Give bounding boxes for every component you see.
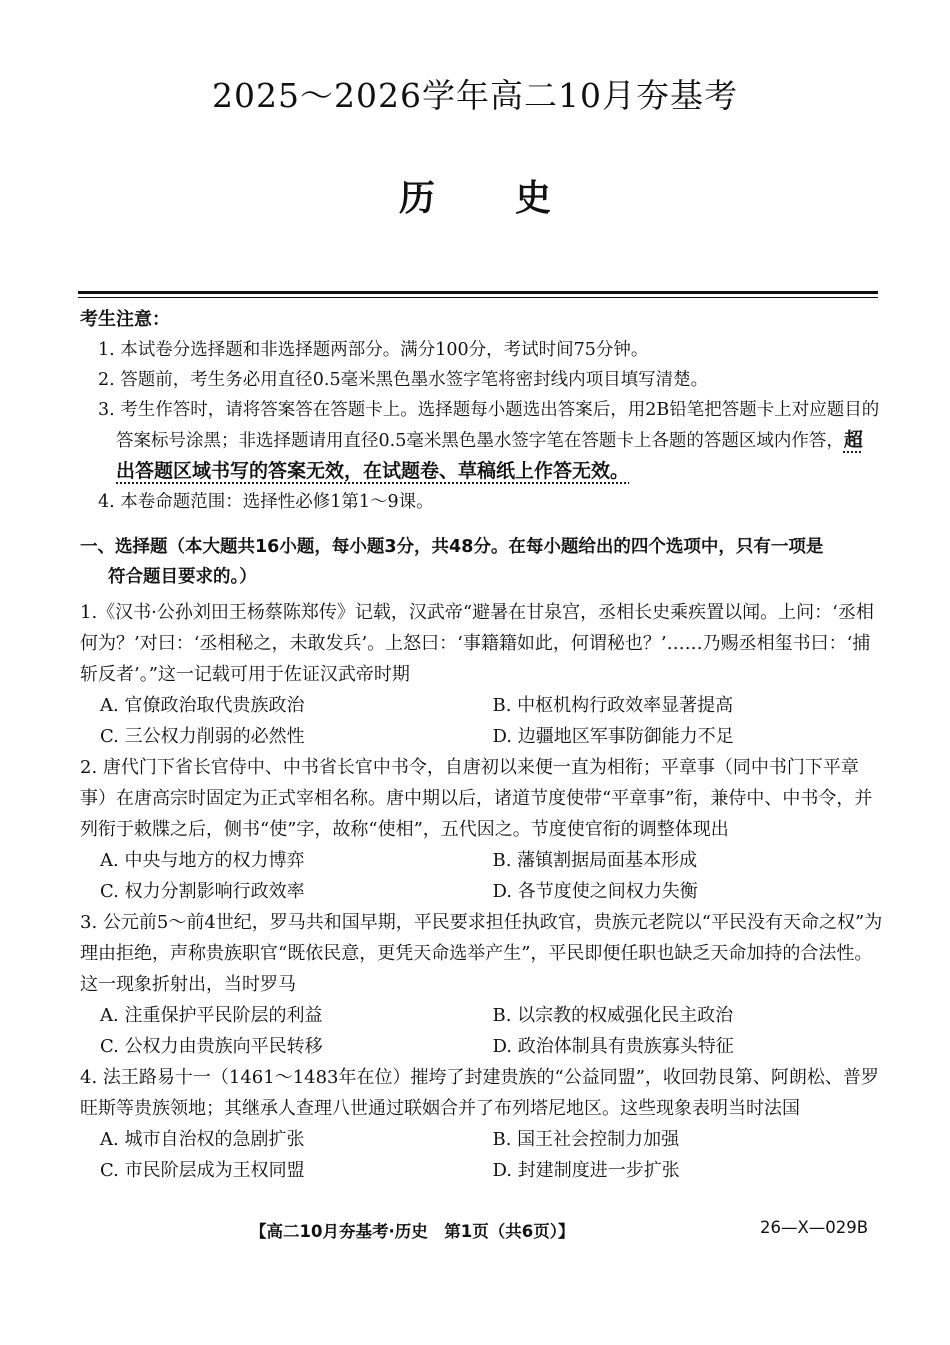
footer-page-info: 【高二10月夯基考·历史 第1页（共6页）】 bbox=[250, 1222, 575, 1241]
question-3 bbox=[80, 907, 885, 1062]
subject-title bbox=[0, 170, 950, 221]
option-b: B. 中枢机构行政效率显著提高 bbox=[492, 695, 734, 716]
option-c: C. 公权力由贵族向平民转移 bbox=[100, 1036, 323, 1057]
option-d: D. 各节度使之间权力失衡 bbox=[492, 881, 698, 902]
notice-item-3-text: 3. 考生作答时，请将答案答在答题卡上。选择题每小题选出答案后，用2B铅笔把答题卡上对应题目的答案标号涂黑；非选择题请用直径0.5毫米黑色墨水签字笔在答题卡上各题的答题区域内作答， bbox=[98, 400, 880, 451]
option-b: B. 藩镇割据局面基本形成 bbox=[492, 850, 698, 871]
option-row bbox=[80, 1031, 885, 1062]
option-row bbox=[80, 1155, 885, 1186]
option-row bbox=[80, 1124, 885, 1155]
notice-item-3-emphasis: 超出答题区域书写的答案无效，在试题卷、草稿纸上作答无效。 bbox=[116, 429, 863, 482]
notice-item-2: 2. 答题前，考生务必用直径0.5毫米黑色墨水签字笔将密封线内项目填写清楚。 bbox=[98, 370, 709, 390]
option-b: B. 国王社会控制力加强 bbox=[492, 1129, 680, 1150]
exam-title: 2025～2026学年高二10月夯基考 bbox=[212, 76, 738, 115]
option-d: D. 封建制度进一步扩张 bbox=[492, 1160, 680, 1181]
option-c: C. 市民阶层成为王权同盟 bbox=[100, 1160, 305, 1181]
option-a: A. 中央与地方的权力博弈 bbox=[100, 850, 305, 871]
option-row bbox=[80, 1000, 885, 1031]
section-heading-line1: 一、选择题（本大题共16小题，每小题3分，共48分。在每小题给出的四个选项中，只有一项是 bbox=[80, 537, 824, 557]
footer-paper-code: 26—X—029B bbox=[760, 1218, 869, 1237]
question-stem: 2. 唐代门下省长官侍中、中书省长官中书令，自唐初以来便一直为相衔；平章事（同中书门下平章事）在唐高宗时固定为正式宰相名称。唐中期以后，诸道节度使带“平章事”衔，兼侍中、中书令，并列衔于敕牒之后，侧书“使”字，故称“使相”，五代因之。节度使官衔的调整体现出 bbox=[80, 757, 873, 840]
option-row bbox=[80, 721, 885, 752]
option-row bbox=[80, 845, 885, 876]
subject-char-1: 历 bbox=[398, 177, 435, 219]
notice-item-3 bbox=[98, 395, 880, 487]
option-row bbox=[80, 690, 885, 721]
option-c: C. 三公权力削弱的必然性 bbox=[100, 726, 305, 747]
notice-item-1: 1. 本试卷分选择题和非选择题两部分。满分100分，考试时间75分钟。 bbox=[98, 340, 649, 360]
question-stem: 3. 公元前5～前4世纪，罗马共和国早期，平民要求担任执政官，贵族元老院以“平民没有天命之权”为理由拒绝，声称贵族职官“既依民意，更凭天命选举产生”，平民即便任职也缺乏天命加持的合法性。这一现象折射出，当时罗马 bbox=[80, 912, 883, 995]
option-a: A. 城市自治权的急剧扩张 bbox=[100, 1129, 305, 1150]
question-1 bbox=[80, 597, 885, 752]
question-2 bbox=[80, 752, 885, 907]
notice-heading: 考生注意： bbox=[80, 309, 170, 330]
option-c: C. 权力分割影响行政效率 bbox=[100, 881, 305, 902]
section-heading-line2: 符合题目要求的。） bbox=[108, 567, 257, 587]
divider-thin bbox=[78, 297, 878, 298]
option-d: D. 政治体制具有贵族寡头特征 bbox=[492, 1036, 734, 1057]
notice-item-4: 4. 本卷命题范围：选择性必修1第1～9课。 bbox=[98, 492, 434, 512]
divider-thick bbox=[78, 291, 878, 294]
question-stem: 4. 法王路易十一（1461～1483年在位）摧垮了封建贵族的“公益同盟”，收回勃艮第、阿朗松、普罗旺斯等贵族领地；其继承人查理八世通过联姻合并了布列塔尼地区。这些现象表明当时法国 bbox=[80, 1067, 879, 1119]
option-row bbox=[80, 876, 885, 907]
option-b: B. 以宗教的权威强化民主政治 bbox=[492, 1005, 734, 1026]
section-heading bbox=[80, 532, 885, 592]
option-a: A. 官僚政治取代贵族政治 bbox=[100, 695, 305, 716]
subject-char-2: 史 bbox=[515, 177, 552, 219]
option-d: D. 边疆地区军事防御能力不足 bbox=[492, 726, 734, 747]
question-stem: 1.《汉书·公孙刘田王杨蔡陈郑传》记载，汉武帝“避暑在甘泉宫，丞相长史乘疾置以闻。上问：‘丞相何为？’对曰：‘丞相秘之，未敢发兵’。上怒曰：‘事籍籍如此，何谓秘也？’……乃赐丞相玺书曰：‘捕斩反者’。”这一记载可用于佐证汉武帝时期 bbox=[80, 602, 874, 685]
candidate-notice bbox=[80, 305, 880, 517]
option-a: A. 注重保护平民阶层的利益 bbox=[100, 1005, 323, 1026]
question-4 bbox=[80, 1062, 885, 1186]
question-list bbox=[80, 597, 885, 1186]
